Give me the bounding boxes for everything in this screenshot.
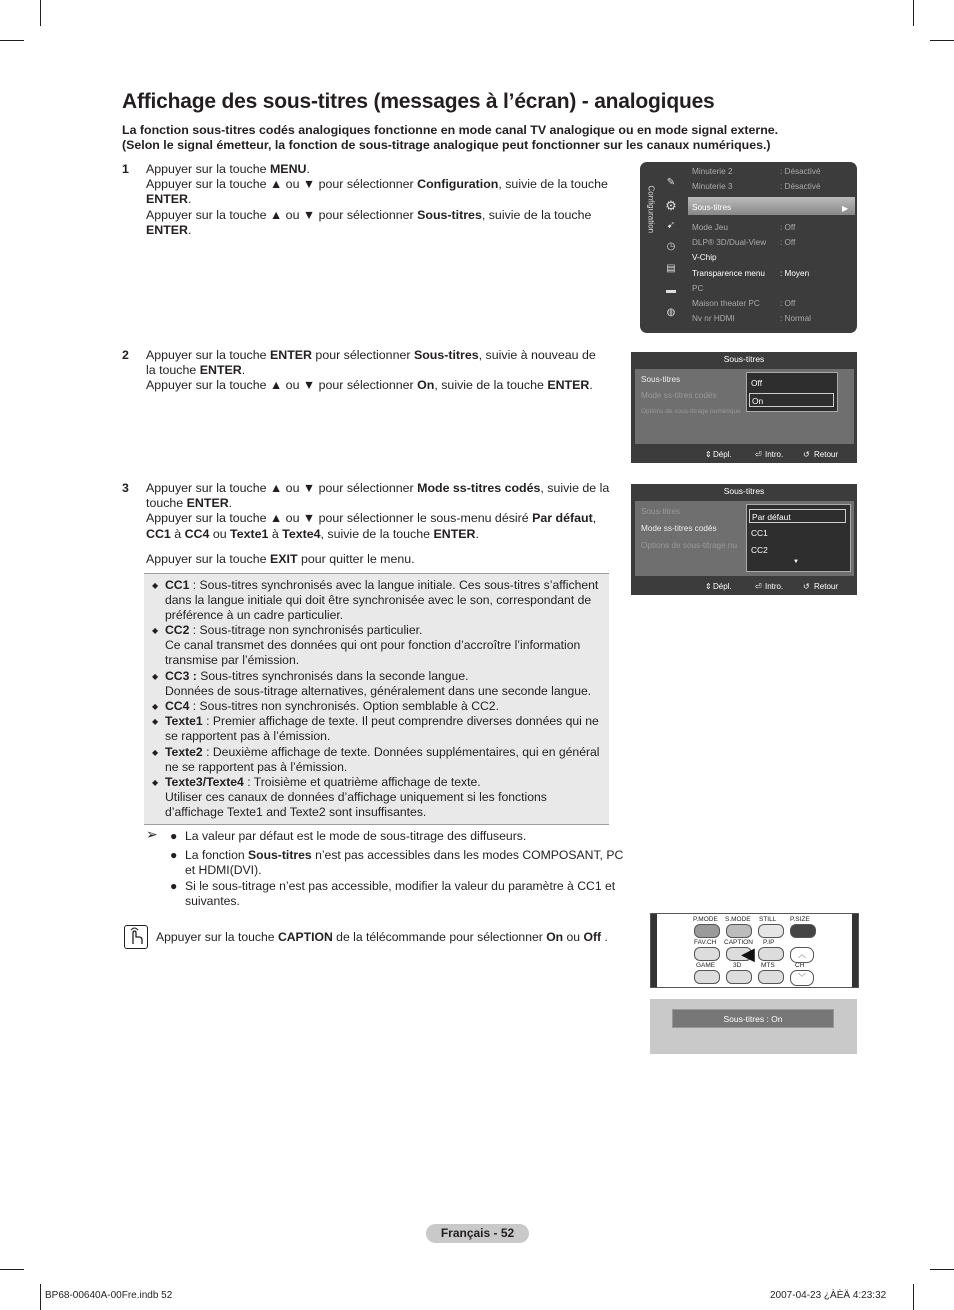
- smode-button[interactable]: [726, 924, 752, 938]
- pointer-arrow-icon: ◀: [741, 944, 755, 964]
- file-timestamp: 2007-04-23 ¿ÀÈÄ 4:23:32: [770, 1290, 887, 1301]
- 3d-button[interactable]: [726, 970, 752, 984]
- remote-label: S.MODE: [725, 916, 751, 923]
- remote-label: STILL: [759, 916, 777, 923]
- app-icon[interactable]: ▬: [666, 285, 676, 296]
- remote-label: MTS: [761, 962, 775, 969]
- gear-icon[interactable]: ⚙: [665, 198, 677, 213]
- crop-mark: [913, 0, 914, 26]
- panel-header: Sous-titres: [723, 354, 765, 364]
- option-on[interactable]: On: [749, 393, 834, 407]
- step-number: 1: [122, 162, 129, 176]
- enter-icon: ⏎: [755, 582, 762, 591]
- crop-mark: [930, 1269, 954, 1270]
- caption-onoff-screen: [631, 352, 857, 463]
- bullet-dot-icon: ●: [170, 829, 178, 843]
- bullet-dot-icon: ●: [170, 848, 178, 862]
- setup-menu-screen: [640, 162, 857, 333]
- favch-button[interactable]: [694, 947, 720, 961]
- note-arrow-icon: ➢: [146, 826, 158, 842]
- remote-label: FAV.CH: [694, 939, 717, 946]
- remote-illustration: [650, 913, 859, 988]
- menu-item[interactable]: Mode ss-titres codés: [641, 391, 717, 400]
- step-number: 3: [122, 481, 129, 495]
- menu-item[interactable]: Minuterie 2 : Désactivé: [692, 167, 821, 176]
- caption-tip-text: Appuyer sur la touche CAPTION de la télécommande pour sélectionner On ou Off .: [156, 930, 608, 944]
- crop-mark: [0, 1269, 24, 1270]
- intro-paragraph: [122, 123, 822, 153]
- remote-label: P.SIZE: [790, 916, 810, 923]
- page-title: Affichage des sous-titres (messages à l’écran) - analogiques: [122, 90, 715, 113]
- page-number-badge: Français - 52: [426, 1224, 529, 1243]
- input-icon[interactable]: ▤: [666, 263, 676, 274]
- mts-button[interactable]: [758, 970, 784, 984]
- menu-item[interactable]: Options de sous-titrage nu: [641, 541, 738, 550]
- scroll-down-icon[interactable]: ▼: [793, 559, 799, 565]
- crop-mark: [40, 0, 41, 26]
- move-icon: ⇕: [705, 582, 712, 591]
- picture-icon[interactable]: ✎: [666, 177, 676, 188]
- diamond-bullet-icon: ◆: [152, 626, 159, 635]
- support-icon[interactable]: ◍: [666, 307, 676, 318]
- move-icon: ⇕: [705, 450, 712, 459]
- menu-item[interactable]: Sous-titres: [641, 375, 681, 384]
- remote-label: CAPTION: [724, 939, 753, 946]
- menu-item[interactable]: Mode ss-titres codés: [641, 524, 717, 533]
- option-cc2[interactable]: CC2: [751, 545, 768, 555]
- option-default[interactable]: Par défaut: [749, 509, 846, 523]
- crop-mark: [930, 40, 954, 41]
- remote-label: GAME: [696, 962, 716, 969]
- step-number: 2: [122, 348, 129, 362]
- clock-icon[interactable]: ◷: [666, 241, 676, 252]
- caption-status-bar: Sous-titres : On: [672, 1009, 834, 1028]
- game-button[interactable]: [694, 970, 720, 984]
- diamond-bullet-icon: ◆: [152, 672, 159, 681]
- return-icon: ↺: [803, 582, 810, 591]
- hand-pointer-icon: [124, 925, 148, 949]
- pip-button[interactable]: [758, 947, 784, 961]
- menu-side-label: Configuration: [646, 185, 656, 234]
- menu-item[interactable]: Minuterie 3 : Désactivé: [692, 182, 821, 191]
- panel-footer: ⇕ Dépl. ⏎ Intro. ↺ Retour: [705, 450, 839, 459]
- caption-status-screen: [650, 999, 857, 1054]
- crop-mark: [40, 1284, 41, 1310]
- menu-item-sous-titres[interactable]: Sous-titres ▶: [692, 203, 849, 213]
- panel-footer: ⇕ Dépl. ⏎ Intro. ↺ Retour: [705, 582, 839, 591]
- remote-label: P.IP: [763, 939, 775, 946]
- remote-label: CH: [795, 962, 805, 969]
- bullet-dot-icon: ●: [170, 879, 178, 893]
- menu-item[interactable]: Sous-titres: [641, 507, 681, 516]
- diamond-bullet-icon: ◆: [152, 702, 159, 711]
- caption-mode-screen: [631, 484, 857, 595]
- diamond-bullet-icon: ◆: [152, 748, 159, 757]
- options-popup: [746, 372, 838, 412]
- enter-icon: ⏎: [755, 450, 762, 459]
- psize-button[interactable]: [790, 924, 816, 938]
- menu-item[interactable]: Mode Jeu : Off: [692, 223, 796, 232]
- menu-item[interactable]: V-Chip: [692, 253, 717, 262]
- panel-header: Sous-titres: [723, 486, 765, 496]
- crop-mark: [0, 40, 24, 41]
- return-icon: ↺: [803, 450, 810, 459]
- remote-label: P.MODE: [693, 916, 718, 923]
- options-popup: [746, 504, 851, 572]
- pmode-button[interactable]: [694, 924, 720, 938]
- ch-down-icon[interactable]: ﹀: [790, 970, 814, 986]
- file-name: BP68-00640A-00Fre.indb 52: [45, 1290, 173, 1301]
- diamond-bullet-icon: ◆: [152, 581, 159, 590]
- menu-item[interactable]: Maison theater PC : Off: [692, 299, 796, 308]
- diamond-bullet-icon: ◆: [152, 717, 159, 726]
- diamond-bullet-icon: ◆: [152, 778, 159, 787]
- menu-item[interactable]: Transparence menu : Moyen: [692, 269, 810, 278]
- option-off[interactable]: Off: [751, 378, 763, 388]
- menu-item[interactable]: DLP® 3D/Dual-View : Off: [692, 238, 796, 247]
- ch-up-icon[interactable]: ︿: [790, 947, 814, 963]
- intro-line: La fonction sous-titres codés analogiques fonctionne en mode canal TV analogique ou en mode signal externe.: [122, 123, 779, 137]
- option-cc1[interactable]: CC1: [751, 528, 768, 538]
- menu-item[interactable]: Nv nr HDMI : Normal: [692, 314, 811, 323]
- intro-line: (Selon le signal émetteur, la fonction de sous-titrage analogique peut fonctionner sur les canaux numériques.): [122, 138, 771, 152]
- channel-icon[interactable]: ➹: [666, 220, 676, 231]
- remote-label: 3D: [733, 962, 742, 969]
- menu-item[interactable]: Options de sous-titrage numérique: [641, 408, 741, 415]
- still-button[interactable]: [758, 924, 784, 938]
- menu-item[interactable]: PC: [692, 284, 704, 293]
- caption-mode-list: ◆ CC1 : Sous-titres synchronisés avec la langue initiale. Ces sous-titres s’affichent dans la langue initiale qui doit être synchronisée avec le son, correspondant de préférence à un cadre particulier. ◆ CC2 : Sous-titrage non synchronisés particulier. Ce canal transmet des données qui ont pour fonction d’accroître l’information transmise par l’émission. ◆ CC3 : Sous-titres synchronisés dans la seconde langue. Données de sous-titrage alternatives, généralement dans une seconde langue. ◆ CC4 : Sous-titres non synchronisés. Option semblable à CC2. ◆ Texte1 : Premier affichage de texte. Il peut comprendre diverses données qui ne se rapportent pas à l’émission. ◆ Texte2 : Deuxième affichage de texte. Données supplémentaires, qui en général ne se rapportent pas à l’émission. ◆ Texte3/Texte4 : Troisième et quatrième affichage de texte. Utiliser ces canaux de données d’affichage uniquement si les fonctions d’affichage Texte1 and Texte2 sont insuffisantes.: [144, 573, 609, 825]
- crop-mark: [913, 1284, 914, 1310]
